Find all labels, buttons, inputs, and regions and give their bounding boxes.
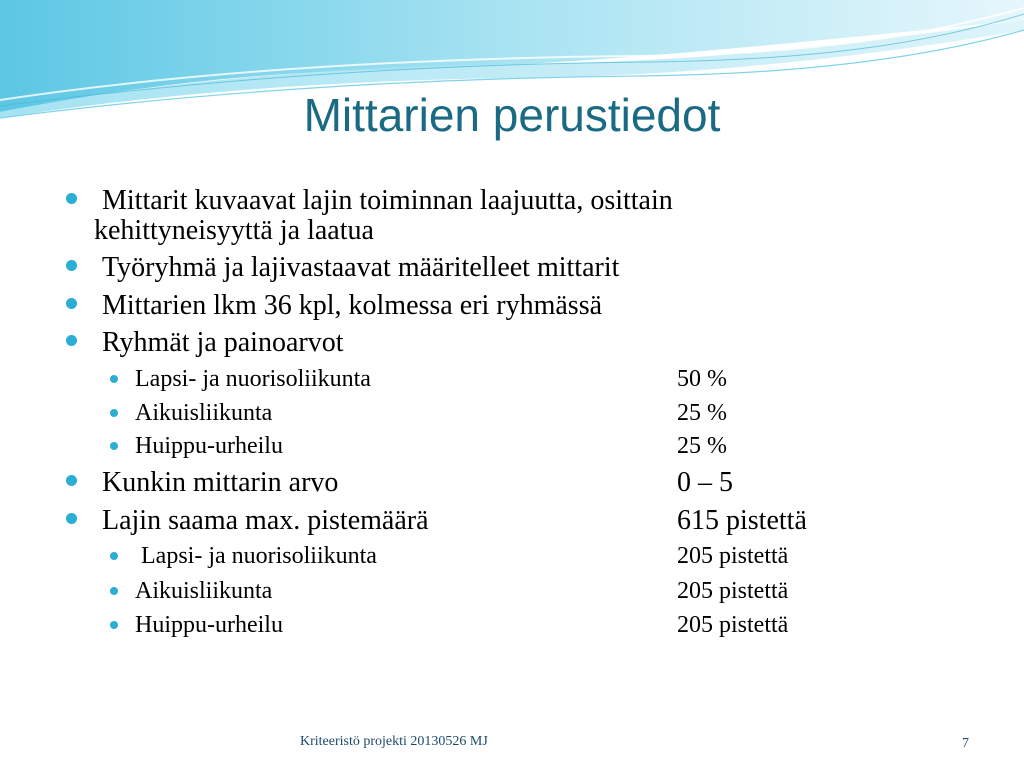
bullet-icon — [110, 587, 118, 595]
bullet-value: 615 pistettä — [677, 505, 807, 536]
bullet-value: 0 – 5 — [677, 467, 733, 498]
sub-bullet-value: 50 % — [677, 366, 727, 392]
bullet-text-continued: kehittyneisyyttä ja laatua — [94, 215, 374, 246]
bullet-icon — [110, 409, 118, 417]
bullet-icon — [66, 335, 77, 346]
bullet-icon — [66, 260, 77, 271]
bullet-text: Kunkin mittarin arvo — [102, 467, 339, 498]
sub-bullet-text: Lapsi- ja nuorisoliikunta — [135, 543, 377, 569]
slide-title: Mittarien perustiedot — [303, 89, 721, 141]
bullet-text: Mittarien lkm 36 kpl, kolmessa eri ryhmässä — [102, 290, 603, 321]
sub-bullet-value: 205 pistettä — [677, 612, 789, 638]
bullet-icon — [110, 621, 118, 629]
sub-bullet-value: 205 pistettä — [677, 578, 789, 604]
bullet-icon — [66, 298, 77, 309]
sub-bullet-value: 25 % — [677, 400, 727, 426]
sub-bullet-text: Huippu-urheilu — [135, 612, 283, 638]
bullet-icon — [110, 442, 118, 450]
sub-bullet-text: Aikuisliikunta — [135, 400, 273, 426]
sub-bullet-text: Huippu-urheilu — [135, 433, 283, 459]
bullet-text: Lajin saama max. pistemäärä — [102, 505, 429, 536]
page-number: 7 — [962, 736, 969, 751]
bullet-text: Mittarit kuvaavat lajin toiminnan laajuutta, osittain — [102, 185, 673, 216]
sub-bullet-text: Lapsi- ja nuorisoliikunta — [135, 366, 371, 392]
sub-bullet-value: 25 % — [677, 433, 727, 459]
bullet-text: Ryhmät ja painoarvot — [102, 327, 344, 358]
bullet-text: Työryhmä ja lajivastaavat määritelleet mittarit — [102, 252, 620, 283]
bullet-icon — [66, 193, 77, 204]
bullet-icon — [110, 552, 118, 560]
bullet-icon — [66, 475, 77, 486]
bullet-icon — [110, 375, 118, 383]
footer-text: Kriteeristö projekti 20130526 MJ — [300, 734, 488, 749]
sub-bullet-text: Aikuisliikunta — [135, 578, 273, 604]
sub-bullet-value: 205 pistettä — [677, 543, 789, 569]
bullet-icon — [66, 513, 77, 524]
